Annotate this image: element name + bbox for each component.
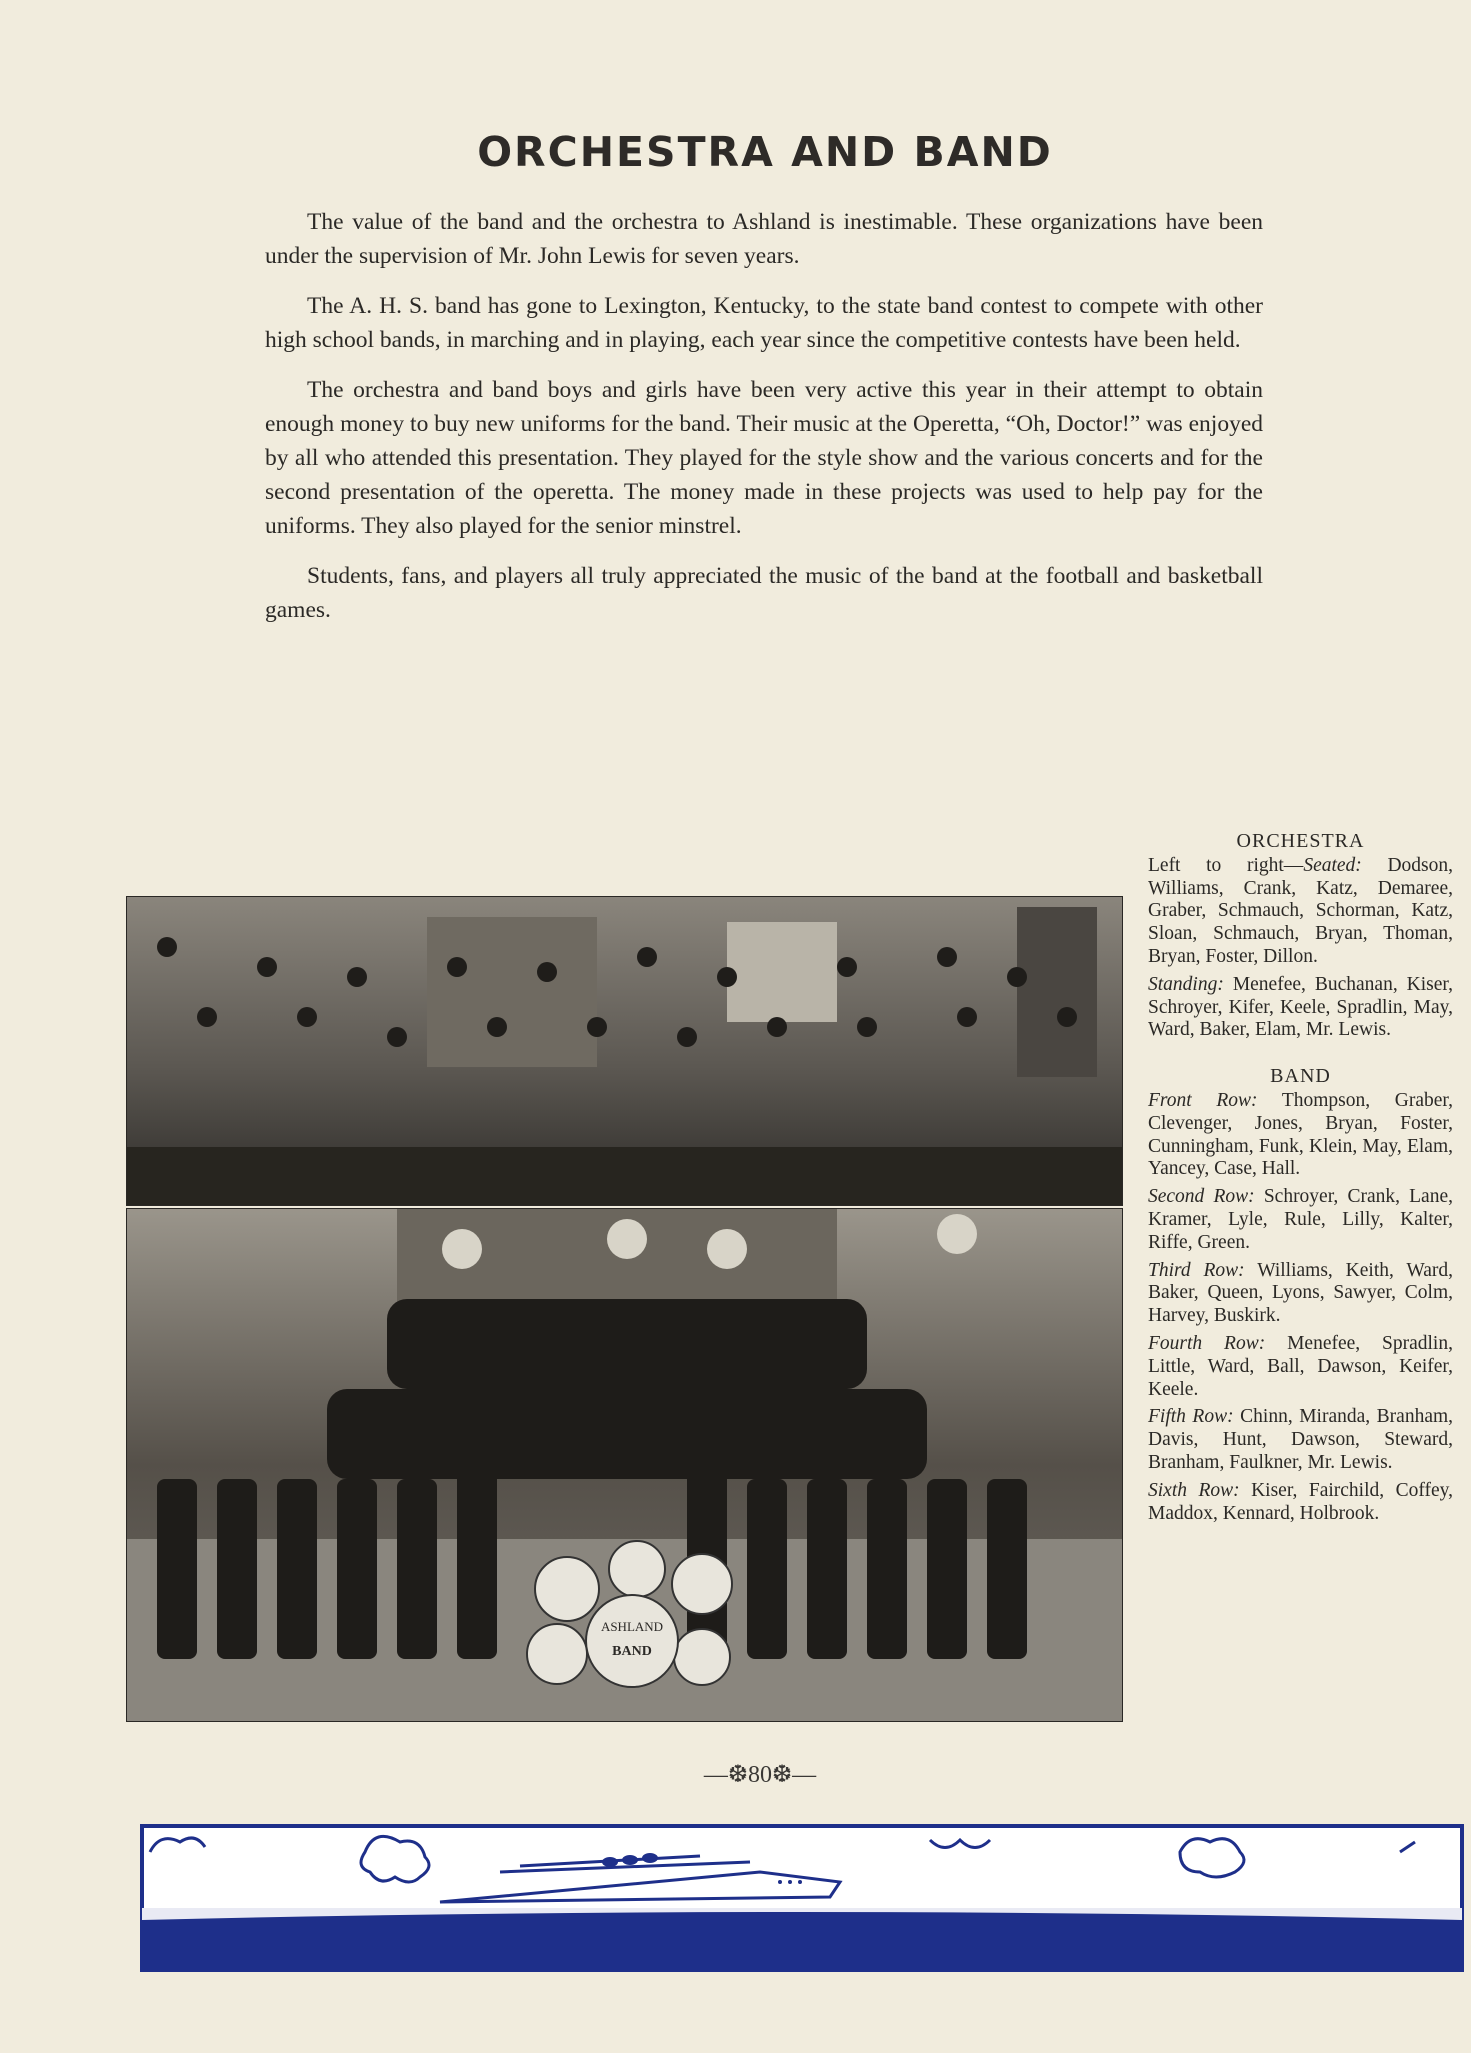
paragraph-2: The A. H. S. band has gone to Lexington, Kentucky, to the state band contest to compete with other high school bands, in marching and in playing, each year since the competitive contests have been held. bbox=[265, 293, 1263, 353]
row-label: Second Row: bbox=[1148, 1186, 1255, 1208]
paragraph-4: Students, fans, and players all truly appreciated the music of the band at the football and basketball games. bbox=[265, 563, 1263, 623]
band-row-second bbox=[1148, 1186, 1453, 1254]
row-names: Schroyer, Crank, Lane, Kramer, Lyle, Rule, Lilly, Kalter, Riffe, Green. bbox=[1148, 1186, 1453, 1253]
row-names: Williams, Keith, Ward, Baker, Queen, Lyons, Sawyer, Colm, Harvey, Buskirk. bbox=[1148, 1259, 1453, 1327]
page-number bbox=[690, 1760, 830, 1789]
drum-text-ashland: ASHLAND bbox=[600, 1619, 664, 1634]
standing-names: Menefee, Buchanan, Kiser, Schroyer, Kifer, Keele, Spradlin, May, Ward, Baker, Elam, Mr. Lewis. bbox=[1148, 973, 1453, 1041]
photo-captions bbox=[1148, 830, 1453, 1530]
row-label: Sixth Row: bbox=[1148, 1479, 1240, 1501]
orchestra-seated-caption bbox=[1148, 855, 1453, 969]
footer-ship-banner bbox=[140, 1822, 1471, 1972]
seated-names: Dodson, Williams, Crank, Katz, Demaree, Graber, Schmauch, Schorman, Katz, Sloan, Schmauch, Bryan, Thoman, Bryan, Foster, Dillon. bbox=[1148, 854, 1454, 967]
band-row-fifth bbox=[1148, 1406, 1453, 1474]
row-names: Kiser, Fairchild, Coffey, Maddox, Kennard, Holbrook. bbox=[1148, 1479, 1454, 1524]
page-title: ORCHESTRA AND BAND bbox=[477, 128, 1053, 176]
ornament-right-icon: ❆— bbox=[772, 1762, 817, 1788]
orchestra-intro: Left to right— bbox=[1148, 854, 1304, 876]
page-number-value: 80 bbox=[748, 1762, 772, 1788]
row-label: Fifth Row: bbox=[1148, 1406, 1234, 1428]
seated-label: Seated: bbox=[1303, 854, 1362, 876]
band-heading: BAND bbox=[1270, 1065, 1331, 1088]
orchestra-standing-caption bbox=[1148, 974, 1453, 1042]
row-names: Thompson, Graber, Clevenger, Jones, Bryan, Foster, Cunningham, Funk, Klein, May, Elam, Yancey, Case, Hall. bbox=[1148, 1089, 1453, 1180]
row-names: Chinn, Miranda, Branham, Davis, Hunt, Dawson, Steward, Branham, Faulkner, Mr. Lewis. bbox=[1148, 1406, 1454, 1473]
intro-text bbox=[265, 205, 1263, 643]
orchestra-photo-image bbox=[127, 897, 1122, 1205]
paragraph-3: The orchestra and band boys and girls have been very active this year in their attempt to obtain enough money to buy new uniforms for the band. Their music at the Operetta, “Oh, Doctor!” was enjoyed by all who attended this presentation. They played for the style show and the various concerts and for the second presentation of the operetta. The money made in these projects was used to help pay for the uniforms. They also played for the senior minstrel. bbox=[265, 377, 1263, 539]
band-photo bbox=[126, 1208, 1123, 1722]
orchestra-heading: ORCHESTRA bbox=[1236, 830, 1365, 852]
band-row-third bbox=[1148, 1260, 1453, 1328]
drum-text-band: BAND bbox=[612, 1644, 652, 1659]
paragraph-1: The value of the band and the orchestra to Ashland is inestimable. These organizations have been under the supervision of Mr. John Lewis for seven years. bbox=[265, 209, 1263, 269]
band-photo-image bbox=[127, 1209, 1122, 1721]
band-row-sixth bbox=[1148, 1480, 1453, 1526]
band-row-fourth bbox=[1148, 1333, 1453, 1401]
standing-label: Standing: bbox=[1148, 973, 1224, 995]
ornament-left-icon: —❆ bbox=[703, 1762, 748, 1788]
row-label: Front Row: bbox=[1148, 1089, 1258, 1111]
ship-illustration-icon bbox=[140, 1822, 1471, 1972]
row-names: Menefee, Spradlin, Little, Ward, Ball, Dawson, Keifer, Keele. bbox=[1148, 1332, 1453, 1400]
orchestra-photo bbox=[126, 896, 1123, 1206]
row-label: Fourth Row: bbox=[1148, 1332, 1266, 1354]
band-row-front bbox=[1148, 1090, 1453, 1181]
row-label: Third Row: bbox=[1148, 1259, 1245, 1281]
